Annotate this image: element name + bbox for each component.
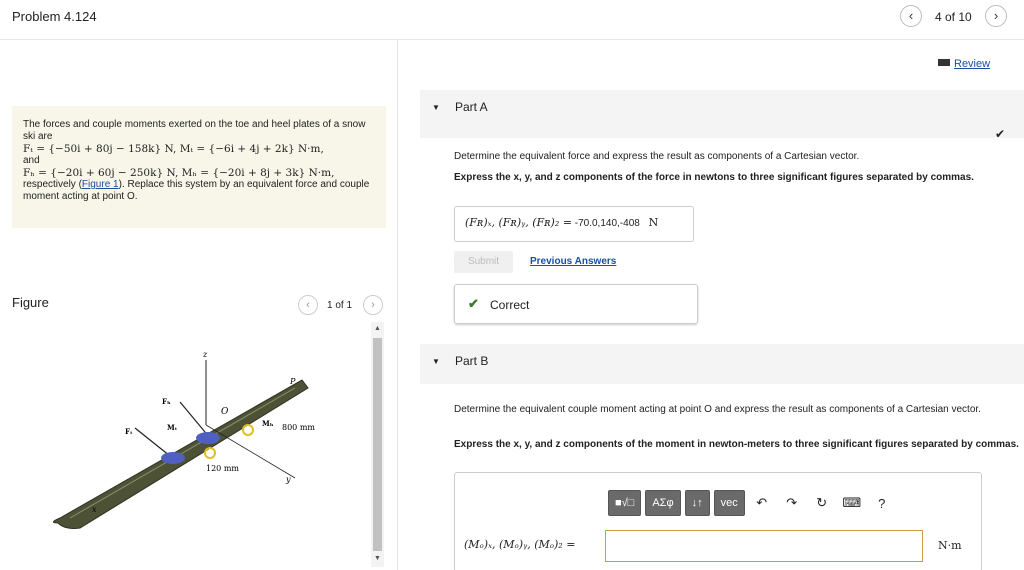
symbols-button[interactable]: AΣφ <box>645 490 680 516</box>
chevron-left-icon: ‹ <box>306 299 310 311</box>
redo-icon[interactable]: ↷ <box>786 495 798 510</box>
chevron-right-icon: › <box>993 8 999 23</box>
math-toolbar <box>608 488 895 518</box>
label-fh: Fₕ <box>162 397 171 406</box>
part-a-description: Determine the equivalent force and express the result as components of a Cartesian vector. <box>454 151 860 162</box>
ski-highlight <box>70 388 295 518</box>
heel-moment-arc <box>243 425 253 435</box>
part-a-answer-label: (Fʀ)ₓ, (Fʀ)ᵧ, (Fʀ)₂ = <box>465 216 572 229</box>
label-x: x <box>92 505 97 514</box>
part-a-answer-value: -70.0,140,-408 <box>574 218 640 229</box>
part-a-label: Part A <box>455 100 488 114</box>
figure-next-button[interactable] <box>363 295 383 315</box>
problem-respectively: respectively (Figure 1). Replace this system by an equivalent force and couple moment acting at point O. <box>23 179 370 202</box>
part-b-instruction: Express the x, y, and z components of the moment in newton-meters to three significant figures separated by commas. <box>454 439 1019 450</box>
review-link[interactable]: Review <box>938 58 990 70</box>
part-a-header[interactable] <box>420 90 1024 138</box>
reset-icon[interactable]: ↻ <box>816 495 828 510</box>
next-problem-button[interactable] <box>985 5 1007 27</box>
label-z: z <box>203 350 208 359</box>
undo-icon[interactable]: ↶ <box>756 495 768 510</box>
submit-button[interactable]: Submit <box>454 251 513 273</box>
heel-plate <box>196 432 220 444</box>
figure-link[interactable]: Figure 1 <box>81 179 119 190</box>
part-b-answer-label: (Mₒ)ₓ, (Mₒ)ᵧ, (Mₒ)₂ = <box>464 538 576 551</box>
part-a-answer <box>454 206 694 242</box>
problem-statement <box>12 106 386 228</box>
ski-figure <box>40 330 370 570</box>
figure-counter: 1 of 1 <box>327 300 353 311</box>
toe-moment-arc <box>205 448 215 458</box>
scroll-down-icon[interactable]: ▼ <box>374 555 381 562</box>
problem-counter: 4 of 10 <box>935 10 972 24</box>
scroll-up-icon[interactable]: ▲ <box>374 325 381 332</box>
part-b-label: Part B <box>455 354 489 368</box>
toe-forces: Fₜ = {−50i + 80j − 158k} N, Mₜ = {−6i + 4j + 2k} N·m, <box>23 143 324 155</box>
label-120mm: 120 mm <box>206 464 239 473</box>
part-b-description: Determine the equivalent couple moment acting at point O and express the result as components of a Cartesian vector. <box>454 404 981 415</box>
top-bar <box>0 0 1024 40</box>
keyboard-icon[interactable]: ⌨ <box>842 495 862 510</box>
label-o: O <box>221 407 229 417</box>
label-mh: Mₕ <box>262 419 274 428</box>
part-b-header[interactable] <box>420 344 1024 384</box>
checkmark-icon: ✔ <box>468 296 479 311</box>
correct-label: Correct <box>490 298 530 312</box>
help-icon[interactable]: ? <box>878 495 886 511</box>
figure-scrollbar[interactable] <box>371 322 384 567</box>
label-y: y <box>286 475 291 484</box>
problem-and: and <box>23 155 40 166</box>
scroll-thumb[interactable] <box>373 338 382 551</box>
part-a-answer-unit: N <box>648 216 659 229</box>
figure-prev-button[interactable] <box>298 295 318 315</box>
problem-title: Problem 4.124 <box>12 9 97 24</box>
caret-down-icon: ▼ <box>432 103 440 112</box>
toe-plate <box>161 452 185 464</box>
chevron-left-icon: ‹ <box>908 8 914 23</box>
arrows-button[interactable]: ↓↑ <box>685 490 710 516</box>
previous-answers-link[interactable]: Previous Answers <box>530 256 617 267</box>
problem-intro: The forces and couple moments exerted on the toe and heel plates of a snow ski are <box>23 119 366 142</box>
label-ft: Fₜ <box>125 427 133 436</box>
caret-down-icon: ▼ <box>432 357 440 366</box>
heel-forces: Fₕ = {−20i + 60j − 250k} N, Mₕ = {−20i + 8j + 3k} N·m, <box>23 167 335 179</box>
correct-feedback <box>454 284 698 324</box>
label-800mm: 800 mm <box>282 423 315 432</box>
checkmark-icon: ✔ <box>995 127 1006 141</box>
part-a-instruction: Express the x, y, and z components of the force in newtons to three significant figures separated by commas. <box>454 172 974 183</box>
templates-button[interactable]: ■√□ <box>608 490 641 516</box>
part-b-answer-input[interactable] <box>605 530 923 562</box>
label-p: P <box>290 377 296 386</box>
label-mt: Mₜ <box>167 423 178 432</box>
pane-divider <box>397 40 398 570</box>
figure-heading: Figure <box>12 295 49 310</box>
part-b-answer-unit: N·m <box>938 539 962 552</box>
prev-problem-button[interactable] <box>900 5 922 27</box>
chevron-right-icon: › <box>371 299 375 311</box>
vec-button[interactable]: vec <box>714 490 745 516</box>
book-icon <box>938 59 950 66</box>
